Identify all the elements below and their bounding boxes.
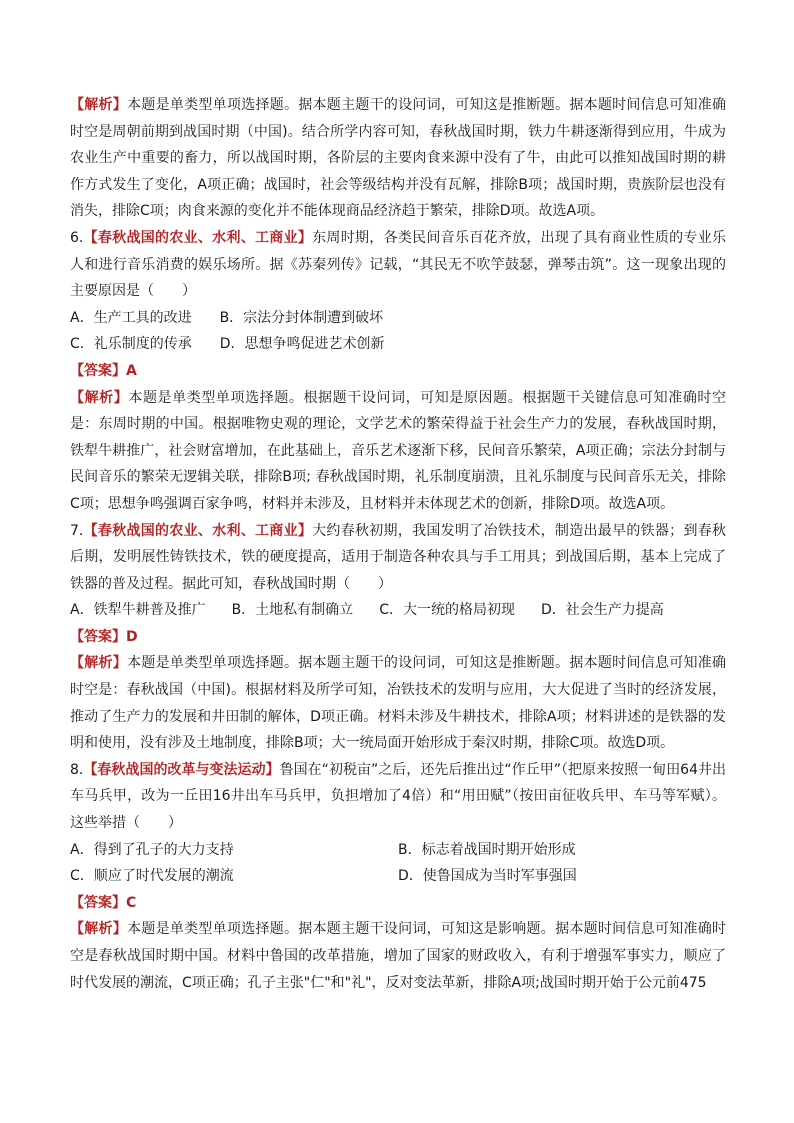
question-text: 东周时期，各类民间音乐百花齐放，出现了具有商业性质的专业乐人和进行音乐消费的娱乐场所。据《苏秦列传》记载，“其民无不吹竽鼓瑟，弹琴击筑”。这一现象出现的主要原因是（ ）: [70, 229, 727, 300]
question-topic-tag: 【春秋战国的农业、水利、工商业】: [83, 522, 313, 539]
answer-line: [70, 358, 726, 385]
answer-option: C．礼乐制度的传承: [70, 336, 192, 353]
option-row: [70, 863, 726, 890]
answer-option: D．社会生产力提高: [540, 602, 664, 619]
answer-line: [70, 624, 726, 651]
answer-option: B．标志着战国时期开始形成: [398, 841, 576, 858]
analysis-paragraph: [70, 650, 726, 756]
answer-label: 【答案】: [70, 628, 126, 645]
analysis-label: 【解析】: [70, 921, 128, 938]
answer-option: C．大一统的格局初现: [379, 602, 515, 619]
answer-option: B．宗法分封体制遭到破坏: [219, 309, 384, 326]
answer-option: A．铁犁牛耕普及推广: [70, 602, 206, 619]
answer-option: A．生产工具的改进: [70, 309, 192, 326]
analysis-text: 本题是单类型单项选择题。根据题干设问词，可知是原因题。根据题干关键信息可知准确时空是：东周时期的中国。根据唯物史观的理论，文学艺术的繁荣得益于社会生产力的发展，春秋战国时期，铁犁牛耕推广，社会财富增加，在此基础上，音乐艺术逐渐下移，民间音乐繁荣，A项正确；宗法分封制与民间音乐的繁荣无逻辑关联，排除B项; 春秋战国时期，礼乐制度崩溃，且礼乐制度与民间音乐无关，排除C项；思想争鸣强调百家争鸣，材料并未涉及，且材料并未体现艺术的创新，排除D项。故选A项。: [70, 389, 727, 512]
analysis-text: 本题是单类型单项选择题。据本题主题干设问词，可知这是影响题。据本题时间信息可知准确时空是春秋战国时期中国。材料中鲁国的改革措施，增加了国家的财政收入，有利于增强军事实力，顺应了时代发展的潮流，C项正确；孔子主张"仁"和"礼"，反对变法革新，排除A项;战国时期开始于公元前475: [70, 921, 727, 991]
analysis-label: 【解析】: [70, 97, 128, 113]
answer-option: C．顺应了时代发展的潮流: [70, 868, 234, 885]
document-content: [70, 92, 726, 996]
answer-option: A．得到了孔子的大力支持: [70, 841, 234, 858]
analysis-label: 【解析】: [70, 655, 128, 672]
answer-value: C: [126, 894, 137, 911]
question-number: 6.: [70, 229, 84, 246]
question-stem: [70, 518, 726, 598]
analysis-paragraph: [70, 385, 726, 518]
question-number: 7.: [70, 522, 84, 539]
answer-option: D．思想争鸣促进艺术创新: [219, 336, 385, 353]
question-text: 鲁国在“初税亩”之后，还先后推出过“作丘甲”（把原来按照一甸田64井出车马兵甲，改为一丘田16井出车马兵甲，负担增加了4倍）和“用田赋”（按田亩征收兵甲、车马等军赋）。这些举措（ ）: [70, 761, 727, 832]
option-row: [70, 597, 726, 624]
answer-value: A: [126, 362, 137, 379]
option-row: [70, 837, 726, 864]
question-topic-tag: 【春秋战国的农业、水利、工商业】: [83, 229, 313, 246]
answer-value: D: [126, 628, 138, 645]
option-row: [70, 331, 726, 358]
analysis-text: 本题是单类型单项选择题。据本题主题干的设问词，可知这是推断题。据本题时间信息可知准确时空是周朝前期到战国时期（中国)。结合所学内容可知，春秋战国时期，铁力牛耕逐渐得到应用，牛成为农业生产中重要的畜力，所以战国时期，各阶层的主要肉食来源中没有了牛，由此可以推知战国时期的耕作方式发生了变化，A项正确；战国时，社会等级结构并没有瓦解，排除B项；战国时期，贵族阶层也没有消失，排除C项；肉食来源的变化并不能体现商品经济趋于繁荣，排除D项。故选A项。: [70, 97, 727, 220]
analysis-text: 本题是单类型单项选择题。据本题主题干的设问词，可知这是推断题。据本题时间信息可知准确时空是：春秋战国（中国)。根据材料及所学可知，冶铁技术的发明与应用，大大促进了当时的经济发展，推动了生产力的发展和井田制的解体，D项正确。材料未涉及牛耕技术，排除A项；材料讲述的是铁器的发明和使用，没有涉及土地制度，排除B项；大一统局面开始形成于秦汉时期，排除C项。故选D项。: [70, 655, 727, 752]
analysis-paragraph: [70, 92, 726, 225]
analysis-label: 【解析】: [70, 389, 129, 406]
answer-option: D．使鲁国成为当时军事强国: [398, 868, 577, 885]
answer-line: [70, 890, 726, 917]
answer-label: 【答案】: [70, 362, 126, 379]
question-text: 大约春秋初期，我国发明了冶铁技术，制造出最早的铁器；到春秋后期，发明展性铸铁技术，铁的硬度提高，适用于制造各种农具与手工用具；到战国后期，基本上完成了铁器的普及过程。据此可知，春秋战国时期（ ）: [70, 522, 727, 592]
answer-label: 【答案】: [70, 894, 126, 911]
option-row: [70, 305, 726, 332]
question-stem: [70, 757, 726, 837]
question-topic-tag: 【春秋战国的改革与变法运动】: [83, 761, 280, 778]
question-number: 8.: [70, 761, 84, 778]
answer-option: B．土地私有制确立: [231, 602, 354, 619]
analysis-paragraph: [70, 916, 726, 996]
question-stem: [70, 225, 726, 305]
